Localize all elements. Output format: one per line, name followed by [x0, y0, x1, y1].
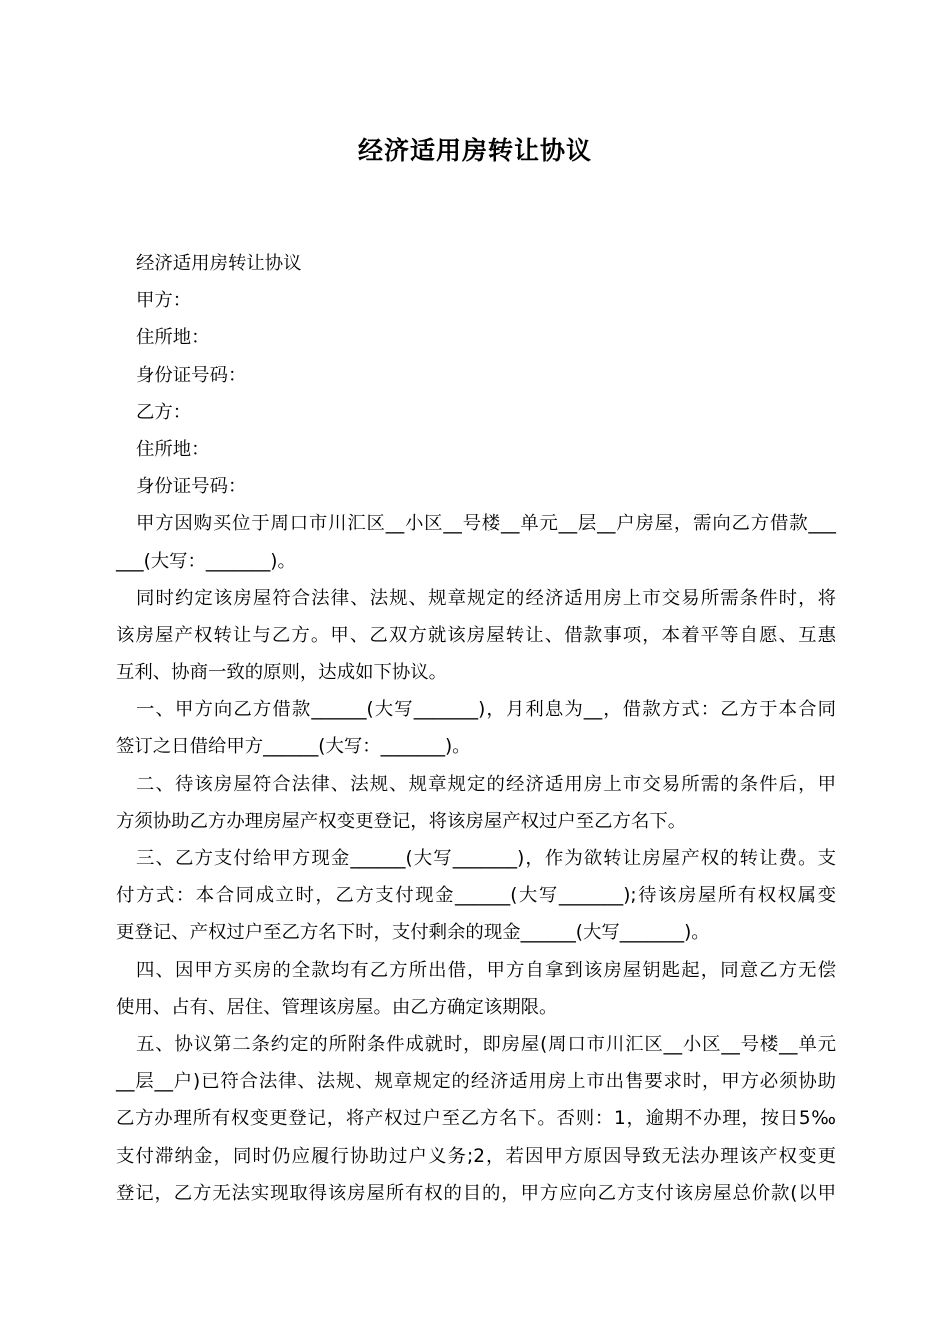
clause-5-line: 五、协议第二条约定的所附条件成就时，即房屋(周口市川汇区__小区__号楼__单元 — [136, 1033, 836, 1055]
party-b-id-label: 身份证号码： — [136, 476, 247, 498]
clause-5-line: __层__户)已符合法律、法规、规章规定的经济适用房上市出售要求时，甲方必须协助 — [116, 1071, 836, 1093]
clause-1-line: 签订之日借给甲方______(大写：_______)。 — [116, 736, 471, 758]
body-line: 甲方因购买位于周口市川汇区__小区__号楼__单元__层__户房屋，需向乙方借款___ — [136, 513, 836, 535]
document-body — [116, 245, 836, 1212]
party-b-address-label: 住所地： — [136, 438, 210, 460]
clause-2-line: 二、待该房屋符合法律、法规、规章规定的经济适用房上市交易所需的条件后，甲 — [136, 773, 836, 795]
clause-4-line: 使用、占有、居住、管理该房屋。由乙方确定该期限。 — [116, 996, 558, 1018]
party-a-address-label: 住所地： — [136, 327, 210, 349]
body-line: 互利、协商一致的原则，达成如下协议。 — [116, 662, 448, 684]
clause-5-line: 乙方办理所有权变更登记，将产权过户至乙方名下。否则：1，逾期不办理，按日5‰ — [116, 1108, 836, 1130]
party-a-label: 甲方： — [136, 290, 192, 312]
party-b-label: 乙方： — [136, 401, 192, 423]
clause-4-line: 四、因甲方买房的全款均有乙方所出借，甲方自拿到该房屋钥匙起，同意乙方无偿 — [136, 959, 836, 981]
clause-5-line: 登记，乙方无法实现取得该房屋所有权的目的，甲方应向乙方支付该房屋总价款(以甲 — [116, 1182, 836, 1204]
clause-1-line: 一、甲方向乙方借款______(大写_______)，月利息为__，借款方式：乙方于本合同 — [136, 699, 836, 721]
clause-2-line: 方须协助乙方办理房屋产权变更登记，将该房屋产权过户至乙方名下。 — [116, 810, 687, 832]
body-line: 同时约定该房屋符合法律、法规、规章规定的经济适用房上市交易所需条件时，将 — [136, 587, 836, 609]
clause-3-line: 更登记、产权过户至乙方名下时，支付剩余的现金______(大写_______)。 — [116, 922, 710, 944]
clause-3-line: 付方式：本合同成立时，乙方支付现金______(大写_______);待该房屋所有权权属变 — [116, 885, 836, 907]
body-line: 该房屋产权转让与乙方。甲、乙双方就该房屋转让、借款事项，本着平等自愿、互惠 — [116, 624, 836, 646]
body-line-subtitle: 经济适用房转让协议 — [136, 253, 302, 274]
clause-3-line: 三、乙方支付给甲方现金______(大写_______)，作为欲转让房屋产权的转让费。支 — [136, 848, 836, 869]
document-title: 经济适用房转让协议 — [357, 136, 592, 165]
party-a-id-label: 身份证号码： — [136, 364, 247, 386]
body-line: ___(大写：_______)。 — [116, 550, 296, 572]
clause-5-line: 支付滞纳金，同时仍应履行协助过户义务;2，若因甲方原因导致无法办理该产权变更 — [116, 1145, 836, 1167]
